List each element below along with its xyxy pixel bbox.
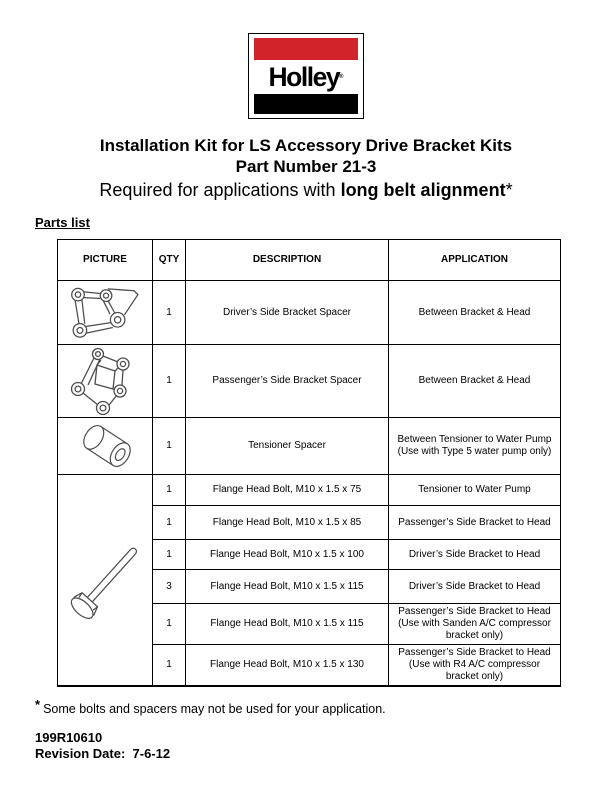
footnote <box>35 697 612 716</box>
application-cell: Passenger’s Side Bracket to Head (Use with R4 A/C compressor bracket only) <box>389 645 561 687</box>
qty-cell: 3 <box>153 570 186 604</box>
description-cell: Flange Head Bolt, M10 x 1.5 x 130 <box>186 645 389 687</box>
passengers-side-bracket-spacer-drawing <box>67 347 143 415</box>
column-header-qty: QTY <box>153 240 186 281</box>
tensioner-spacer-drawing <box>63 420 151 472</box>
page-title-line1: Installation Kit for LS Accessory Drive Bracket Kits <box>99 136 513 155</box>
column-header-picture: PICTURE <box>58 240 153 281</box>
application-cell: Tensioner to Water Pump <box>389 475 561 506</box>
description-cell: Flange Head Bolt, M10 x 1.5 x 75 <box>186 475 389 506</box>
registered-trademark-icon: ® <box>339 74 344 80</box>
parts-table <box>57 239 561 687</box>
drivers-side-bracket-spacer-drawing <box>63 284 151 342</box>
holley-logo <box>248 33 364 119</box>
application-cell: Between Bracket & Head <box>389 281 561 345</box>
description-cell: Flange Head Bolt, M10 x 1.5 x 115 <box>186 604 389 645</box>
picture-cell <box>58 345 153 418</box>
logo-wordmark <box>255 62 357 92</box>
description-cell: Tensioner Spacer <box>186 418 389 475</box>
logo-brand-text: Holley <box>268 62 340 92</box>
column-header-description: DESCRIPTION <box>186 240 389 281</box>
logo-red-bar <box>254 38 358 60</box>
page-title-line2: Part Number 21-3 <box>235 157 377 176</box>
subtitle-asterisk: * <box>505 180 513 200</box>
picture-cell <box>58 418 153 475</box>
footnote-asterisk: * <box>35 697 41 712</box>
qty-cell: 1 <box>153 475 186 506</box>
application-cell: Between Tensioner to Water Pump (Use with Type 5 water pump only) <box>389 418 561 475</box>
application-cell: Passenger’s Side Bracket to Head (Use with Sanden A/C compressor bracket only) <box>389 604 561 645</box>
qty-cell: 1 <box>153 345 186 418</box>
logo-black-bar <box>254 94 358 114</box>
description-cell: Flange Head Bolt, M10 x 1.5 x 85 <box>186 506 389 540</box>
application-cell: Between Bracket & Head <box>389 345 561 418</box>
page-subtitle <box>0 179 612 202</box>
application-cell: Passenger’s Side Bracket to Head <box>389 506 561 540</box>
table-header-row <box>58 240 561 281</box>
description-cell: Flange Head Bolt, M10 x 1.5 x 100 <box>186 540 389 570</box>
table-row <box>58 345 561 418</box>
footnote-text: Some bolts and spacers may not be used for your application. <box>43 702 386 716</box>
qty-cell: 1 <box>153 281 186 345</box>
document-number: 199R10610 <box>35 730 103 745</box>
table-row <box>58 475 561 506</box>
subtitle-emphasis: long belt alignment <box>340 180 506 200</box>
flange-head-bolt-drawing <box>63 484 153 676</box>
revision-date: Revision Date: 7-6-12 <box>35 746 171 761</box>
qty-cell: 1 <box>153 540 186 570</box>
application-cell: Driver’s Side Bracket to Head <box>389 570 561 604</box>
title-block <box>0 135 612 202</box>
description-cell: Flange Head Bolt, M10 x 1.5 x 115 <box>186 570 389 604</box>
table-row <box>58 281 561 345</box>
qty-cell: 1 <box>153 418 186 475</box>
picture-cell <box>58 475 153 687</box>
column-header-application: APPLICATION <box>389 240 561 281</box>
document-footer <box>35 730 612 762</box>
application-cell: Driver’s Side Bracket to Head <box>389 540 561 570</box>
qty-cell: 1 <box>153 506 186 540</box>
qty-cell: 1 <box>153 645 186 687</box>
picture-cell <box>58 281 153 345</box>
description-cell: Driver’s Side Bracket Spacer <box>186 281 389 345</box>
subtitle-prefix: Required for applications with <box>99 180 341 200</box>
description-cell: Passenger’s Side Bracket Spacer <box>186 345 389 418</box>
parts-list-heading: Parts list <box>35 215 90 230</box>
qty-cell: 1 <box>153 604 186 645</box>
table-row <box>58 418 561 475</box>
